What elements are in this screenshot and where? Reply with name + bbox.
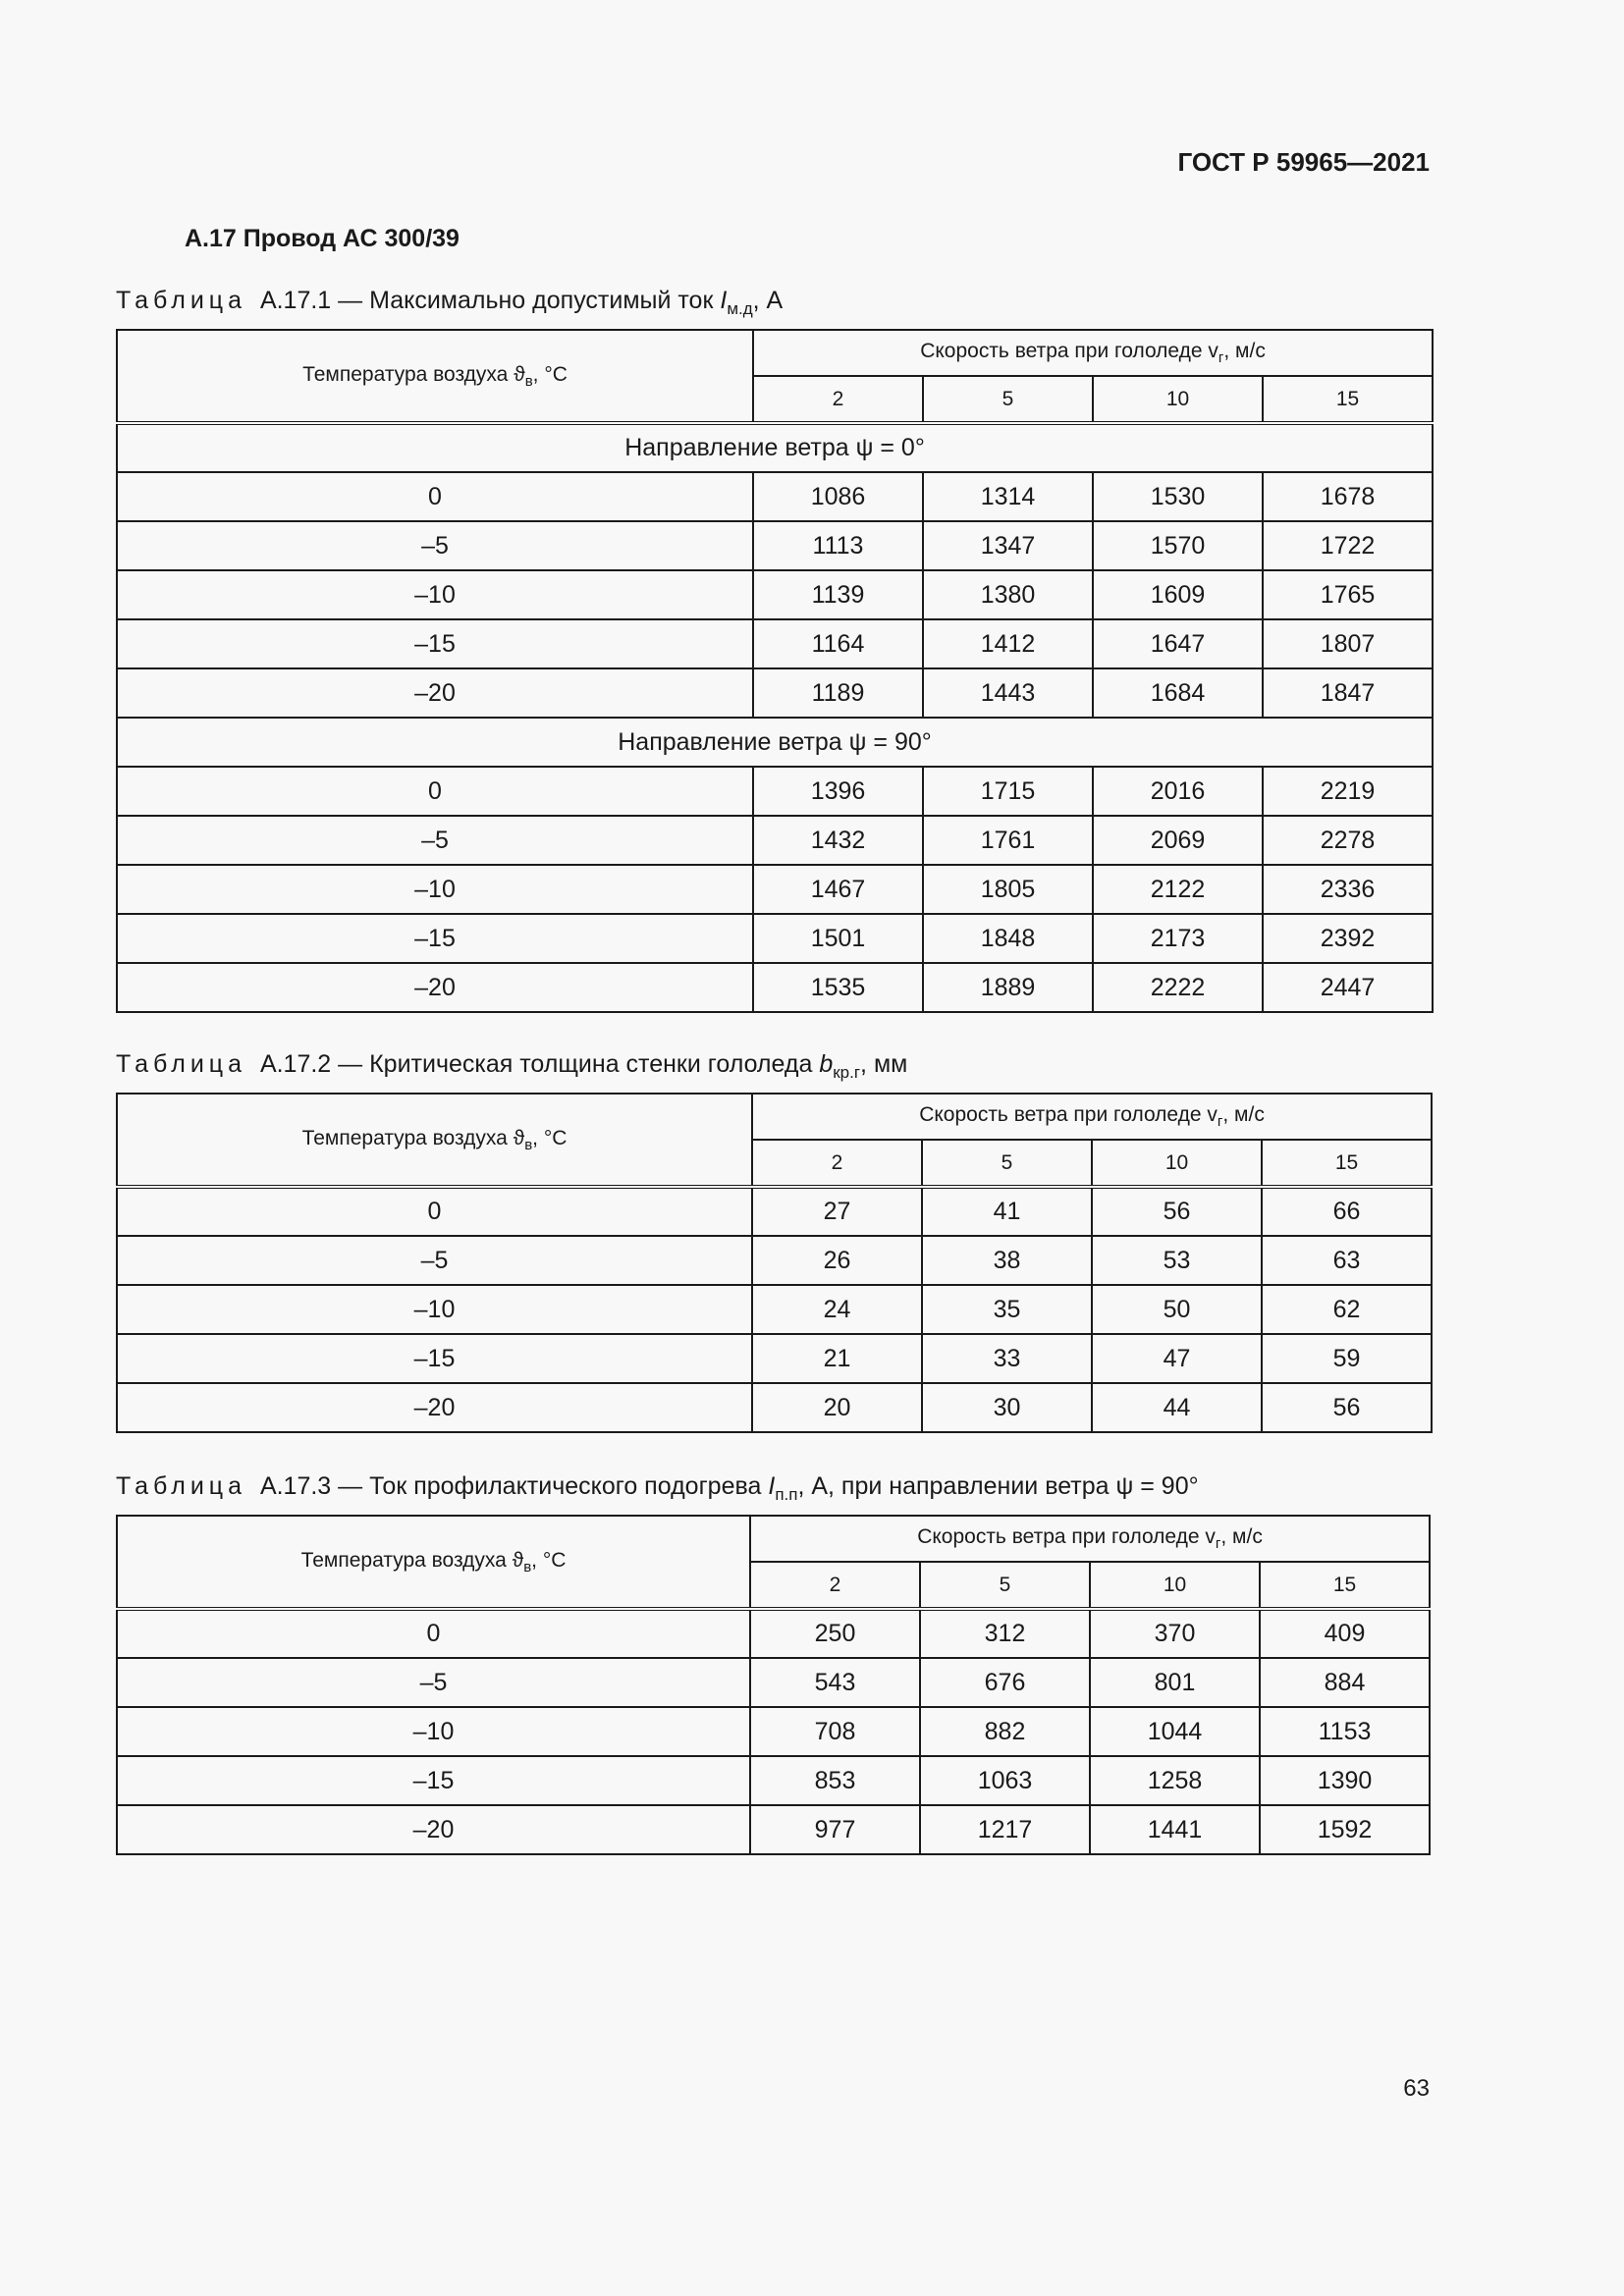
speed-value-header: 10 [1093,376,1263,423]
temperature-cell: –5 [117,1236,752,1285]
value-cell: 2069 [1093,816,1263,865]
table-row [117,472,1433,521]
value-cell: 1044 [1090,1707,1260,1756]
value-cell: 853 [750,1756,920,1805]
value-cell: 1530 [1093,472,1263,521]
value-cell: 30 [922,1383,1092,1432]
table-row [117,963,1433,1012]
speed-value-header: 10 [1090,1562,1260,1609]
caption-label: Таблица [116,287,247,314]
speed-value-header: 15 [1262,1140,1432,1187]
value-cell: 1432 [753,816,923,865]
value-cell: 1805 [923,865,1093,914]
speed-value-header: 2 [750,1562,920,1609]
table-row [117,1383,1432,1432]
speed-value-header: 2 [752,1140,922,1187]
value-cell: 1396 [753,767,923,816]
table-row [117,767,1433,816]
table-row [117,865,1433,914]
value-cell: 38 [922,1236,1092,1285]
value-cell: 1535 [753,963,923,1012]
temperature-cell: –15 [117,914,753,963]
value-cell: 801 [1090,1658,1260,1707]
temperature-cell: –15 [117,619,753,668]
caption-label: Таблица [116,1050,247,1078]
caption-label: Таблица [116,1472,247,1500]
value-cell: 1139 [753,570,923,619]
value-cell: 543 [750,1658,920,1707]
header-row [117,1516,1430,1562]
group-row [117,718,1433,767]
value-cell: 1501 [753,914,923,963]
value-cell: 2392 [1263,914,1433,963]
caption-text: А.17.1 — Максимально допустимый ток [259,287,721,314]
value-cell: 59 [1262,1334,1432,1383]
value-cell: 1390 [1260,1756,1430,1805]
value-cell: 1314 [923,472,1093,521]
caption-text-after: , А, при направлении ветра ψ = 90° [797,1472,1199,1500]
caption-text-after: , мм [860,1050,908,1078]
value-cell: 884 [1260,1658,1430,1707]
speed-value-header: 15 [1263,376,1433,423]
temperature-cell: –20 [117,1805,750,1854]
value-cell: 1164 [753,619,923,668]
caption-variable-sub: кр.г [833,1063,861,1082]
value-cell: 1807 [1263,619,1433,668]
caption-variable-sub: м.д [727,299,753,318]
table-row [117,914,1433,963]
value-cell: 1848 [923,914,1093,963]
table-row [117,1805,1430,1854]
caption-variable: I [768,1472,776,1500]
value-cell: 708 [750,1707,920,1756]
value-cell: 1380 [923,570,1093,619]
temperature-header: Температура воздуха $ϑ_в$, °С [117,330,753,423]
value-cell: 44 [1092,1383,1262,1432]
wind-direction-label: Направление ветра ψ = 90° [117,718,1433,767]
value-cell: 66 [1262,1187,1432,1236]
value-cell: 26 [752,1236,922,1285]
value-cell: 1467 [753,865,923,914]
table-row [117,816,1433,865]
wind-speed-header: Скорость ветра при гололеде $v_г$, м/с [750,1516,1430,1562]
temperature-cell: –5 [117,816,753,865]
table-row [117,619,1433,668]
wind-direction-label: Направление ветра ψ = 0° [117,423,1433,472]
value-cell: 370 [1090,1609,1260,1658]
table-row [117,1187,1432,1236]
header-row [117,1094,1432,1140]
table-row [117,570,1433,619]
value-cell: 1722 [1263,521,1433,570]
temperature-cell: –5 [117,521,753,570]
wind-speed-header: Скорость ветра при гололеде $v_г$, м/с [752,1094,1432,1140]
data-table [116,1515,1431,1855]
value-cell: 1258 [1090,1756,1260,1805]
table-row [117,1658,1430,1707]
value-cell: 1684 [1093,668,1263,718]
data-table [116,329,1434,1013]
value-cell: 1441 [1090,1805,1260,1854]
value-cell: 312 [920,1609,1090,1658]
table-caption-a17-3 [116,1472,1199,1505]
table-row [117,1334,1432,1383]
value-cell: 1647 [1093,619,1263,668]
theta-subscript: в [524,1136,533,1153]
temperature-header: Температура воздуха $ϑ_в$, °С [117,1516,750,1609]
value-cell: 409 [1260,1609,1430,1658]
temperature-cell: –10 [117,865,753,914]
value-cell: 33 [922,1334,1092,1383]
value-cell: 20 [752,1383,922,1432]
value-cell: 1847 [1263,668,1433,718]
table-row [117,1236,1432,1285]
value-cell: 676 [920,1658,1090,1707]
value-cell: 2219 [1263,767,1433,816]
value-cell: 53 [1092,1236,1262,1285]
value-cell: 1570 [1093,521,1263,570]
value-cell: 1765 [1263,570,1433,619]
table-caption-a17-2 [116,1050,907,1083]
value-cell: 2016 [1093,767,1263,816]
value-cell: 21 [752,1334,922,1383]
temperature-cell: –10 [117,1285,752,1334]
temperature-cell: –10 [117,570,753,619]
value-cell: 2122 [1093,865,1263,914]
value-cell: 1063 [920,1756,1090,1805]
value-cell: 882 [920,1707,1090,1756]
table-row [117,668,1433,718]
table-row [117,1707,1430,1756]
caption-text-after: , А [752,287,784,314]
temperature-cell: 0 [117,1187,752,1236]
value-cell: 1086 [753,472,923,521]
data-table [116,1093,1433,1433]
value-cell: 1217 [920,1805,1090,1854]
value-cell: 63 [1262,1236,1432,1285]
header-row [117,330,1433,376]
document-header: ГОСТ Р 59965—2021 [1177,147,1430,177]
value-cell: 47 [1092,1334,1262,1383]
table-row [117,1609,1430,1658]
value-cell: 2222 [1093,963,1263,1012]
caption-variable: b [819,1050,834,1078]
speed-value-header: 5 [922,1140,1092,1187]
speed-value-header: 5 [923,376,1093,423]
section-title: А.17 Провод АС 300/39 [185,225,460,252]
temperature-cell: –15 [117,1756,750,1805]
value-cell: 1113 [753,521,923,570]
value-cell: 62 [1262,1285,1432,1334]
value-cell: 50 [1092,1285,1262,1334]
v-subscript: г [1215,1535,1221,1552]
value-cell: 250 [750,1609,920,1658]
value-cell: 977 [750,1805,920,1854]
caption-variable: I [720,287,728,314]
value-cell: 56 [1092,1187,1262,1236]
speed-value-header: 2 [753,376,923,423]
value-cell: 1609 [1093,570,1263,619]
temperature-cell: –20 [117,1383,752,1432]
value-cell: 1347 [923,521,1093,570]
wind-speed-header: Скорость ветра при гололеде $v_г$, м/с [753,330,1433,376]
value-cell: 41 [922,1187,1092,1236]
value-cell: 2173 [1093,914,1263,963]
value-cell: 1443 [923,668,1093,718]
speed-value-header: 15 [1260,1562,1430,1609]
value-cell: 27 [752,1187,922,1236]
temperature-cell: –15 [117,1334,752,1383]
temperature-cell: 0 [117,767,753,816]
value-cell: 56 [1262,1383,1432,1432]
group-row [117,423,1433,472]
speed-value-header: 10 [1092,1140,1262,1187]
temperature-cell: 0 [117,472,753,521]
value-cell: 1889 [923,963,1093,1012]
value-cell: 2447 [1263,963,1433,1012]
page-number: 63 [1403,2075,1430,2102]
value-cell: 1189 [753,668,923,718]
temperature-cell: –10 [117,1707,750,1756]
table-row [117,1285,1432,1334]
theta-subscript: в [524,372,533,390]
table-row [117,521,1433,570]
caption-text: А.17.3 — Ток профилактического подогрева [259,1472,769,1500]
v-subscript: г [1217,1113,1223,1130]
value-cell: 24 [752,1285,922,1334]
v-subscript: г [1218,349,1224,366]
table-caption-a17-1 [116,287,783,319]
value-cell: 2278 [1263,816,1433,865]
value-cell: 1153 [1260,1707,1430,1756]
temperature-cell: 0 [117,1609,750,1658]
value-cell: 1715 [923,767,1093,816]
caption-text: А.17.2 — Критическая толщина стенки гололеда [259,1050,820,1078]
value-cell: 2336 [1263,865,1433,914]
caption-variable-sub: п.п [775,1485,798,1504]
temperature-cell: –5 [117,1658,750,1707]
theta-subscript: в [523,1558,532,1575]
value-cell: 1592 [1260,1805,1430,1854]
temperature-header: Температура воздуха $ϑ_в$, °С [117,1094,752,1187]
value-cell: 1761 [923,816,1093,865]
temperature-cell: –20 [117,668,753,718]
value-cell: 35 [922,1285,1092,1334]
value-cell: 1412 [923,619,1093,668]
value-cell: 1678 [1263,472,1433,521]
temperature-cell: –20 [117,963,753,1012]
table-row [117,1756,1430,1805]
speed-value-header: 5 [920,1562,1090,1609]
